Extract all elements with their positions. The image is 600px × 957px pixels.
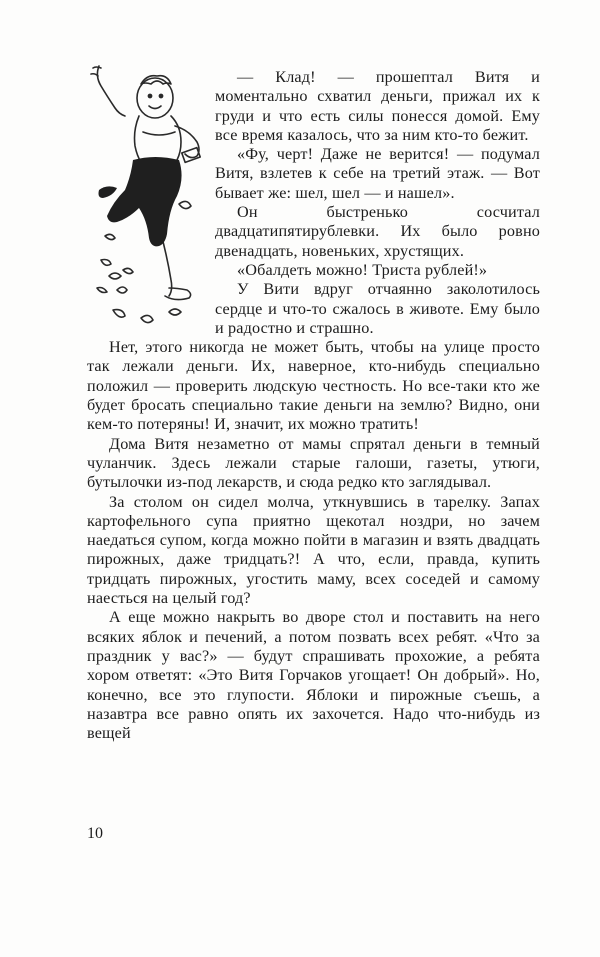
illustration-boy-running: [83, 64, 209, 330]
paragraph: Нет, этого никогда не может быть, чтобы на улице просто так лежали деньги. Их, наверное, кто-нибудь специально положил — проверить людскую честность. Но все-таки кто же будет бросать специально такие деньги на землю? Видно, они кем-то потеряны! И, значит, их можно тратить!: [87, 338, 540, 434]
paragraph: — Клад! — прошептал Витя и моментально схватил деньги, прижал их к груди и что есть силы понесся домой. Ему все время казалось, что за ним кто-то бежит.: [215, 68, 540, 144]
paragraph: Дома Витя незаметно от мамы спрятал деньги в темный чуланчик. Здесь лежали старые галоши, газеты, утюги, бутылочки из-под лекарств, и сюда редко кто заглядывал.: [87, 434, 540, 492]
paragraph: У Вити вдруг отчаянно заколотилось сердце и что-то сжалось в животе. Ему было и радостно и страшно.: [215, 280, 540, 337]
boy-drawing-icon: [83, 64, 209, 330]
paragraph: Он быстренько сосчитал двадцатипятирублевки. Их было ровно двенадцать, новеньких, хрустящих.: [215, 203, 540, 260]
paragraph: За столом он сидел молча, уткнувшись в тарелку. Запах картофельного супа приятно щекотал ноздри, но зачем наедаться супом, когда можно пойти в магазин и взять двадцать пирожных, даже тридцать?! А что, если, правда, купить тридцать пирожных, угостить маму, всех соседей и самому наесться на целый год?: [87, 492, 540, 608]
paragraph: «Обалдеть можно! Триста рублей!»: [237, 260, 488, 279]
paragraph: А еще можно накрыть во дворе стол и поставить на него всяких яблок и печений, а потом позвать всех ребят. «Что за праздник у вас?» — будут спрашивать прохожие, а ребята хором ответят: «Это Витя Горчаков угощает! Он добрый». Но, конечно, все это глупости. Яблоки и пирожные съешь, а назавтра все равно опять их захочется. Надо что-нибудь из вещей: [87, 608, 540, 743]
paragraph: «Фу, черт! Даже не верится! — подумал Витя, взлетев к себе на третий этаж. — Вот бывает же: шел, шел — и нашел».: [215, 145, 540, 202]
page-body: [87, 68, 540, 743]
page-number: 10: [87, 825, 103, 842]
